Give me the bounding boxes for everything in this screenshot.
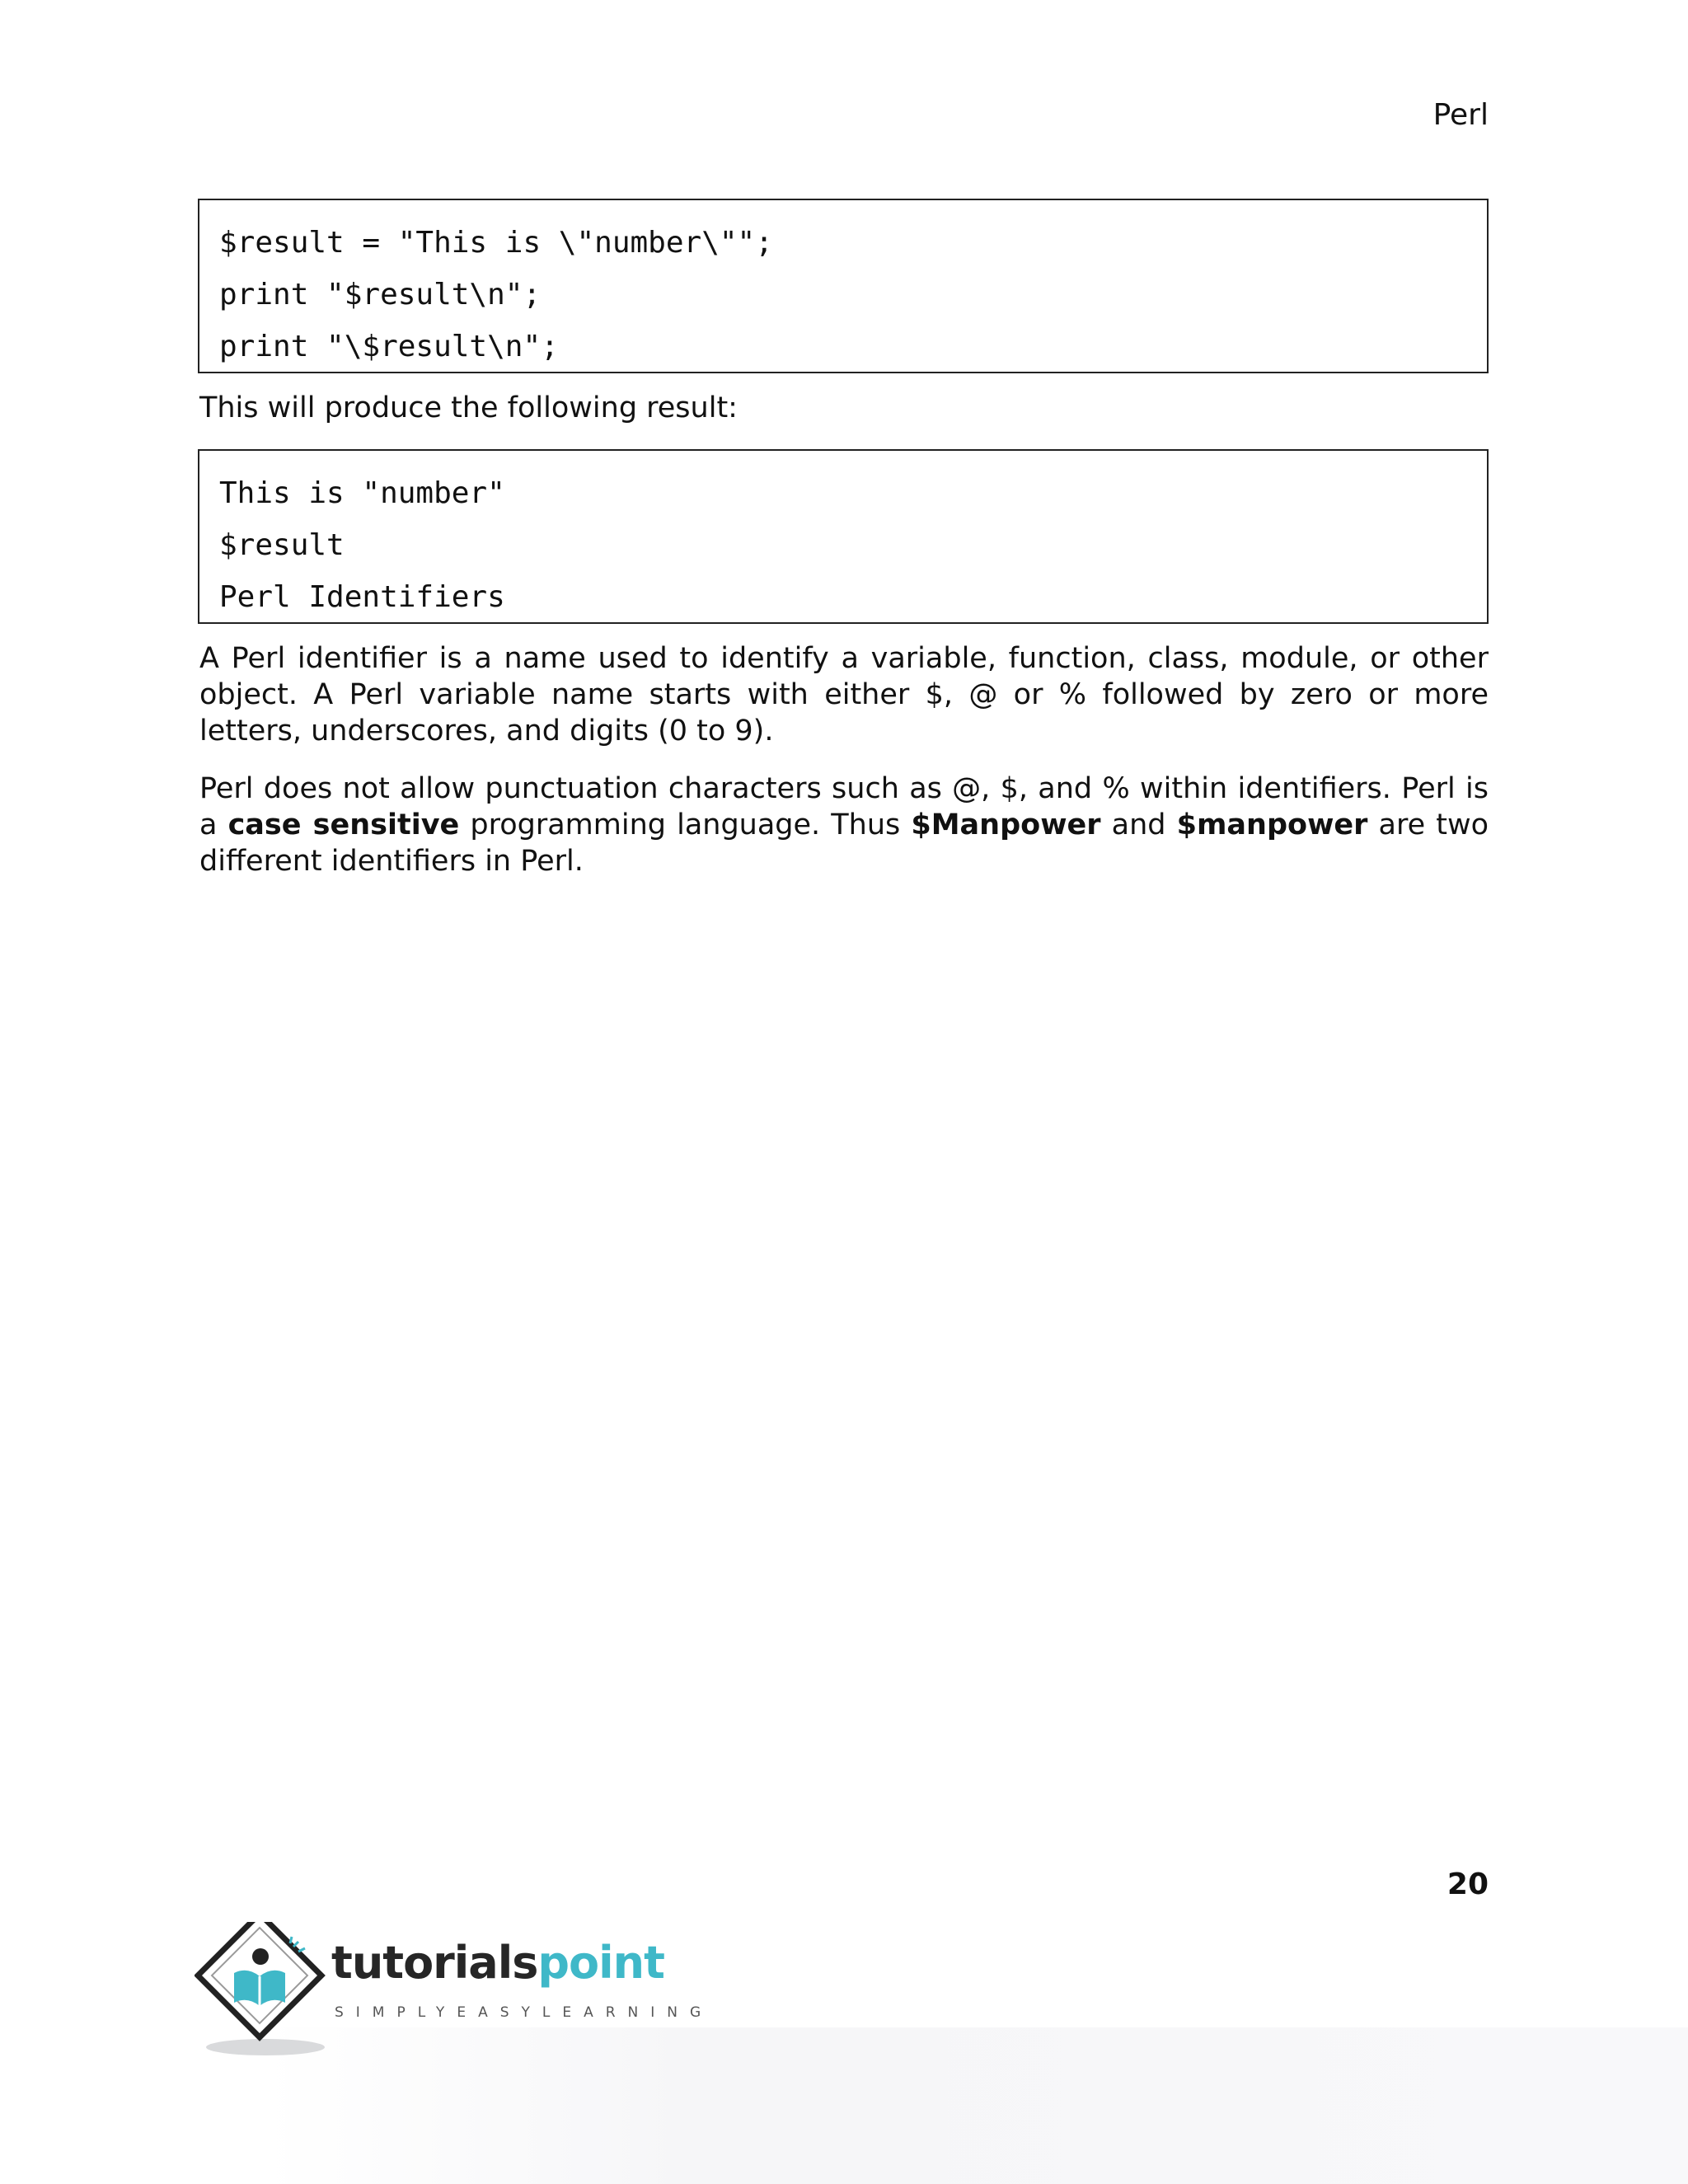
output-line: $result — [219, 528, 345, 562]
output-block — [198, 449, 1489, 624]
code-line: print "\$result\n"; — [219, 330, 559, 363]
text-run: and — [1100, 808, 1177, 841]
paragraph-case-sensitivity — [199, 771, 1489, 879]
output-line: Perl Identifiers — [219, 580, 505, 614]
tutorialspoint-logo — [195, 1922, 714, 2062]
text-run: programming language. Thus — [459, 808, 912, 841]
code-block — [198, 199, 1489, 373]
bold-term: $manpower — [1176, 808, 1368, 841]
text-run: Perl does not allow punctuation characters such as @, $, and % within identifiers. Perl is a — [199, 772, 1489, 841]
logo-word-accent: point — [537, 1937, 664, 1989]
bold-term: case sensitive — [227, 808, 460, 841]
logo-word-dark: tutorials — [331, 1937, 538, 1989]
logo-wordmark — [331, 1938, 664, 1988]
logo-tagline: SIMPLYEASYLEARNING — [335, 2004, 714, 2021]
output-line: This is "number" — [219, 476, 505, 510]
bold-term: $Manpower — [911, 808, 1101, 841]
logo-emblem-icon — [195, 1922, 335, 2062]
text-run: are two different identifiers in Perl. — [199, 808, 1489, 878]
code-line: print "$result\n"; — [219, 278, 542, 312]
result-intro: This will produce the following result: — [199, 391, 738, 424]
code-line: $result = "This is \"number\""; — [219, 226, 773, 260]
page-number: 20 — [1447, 1868, 1489, 1901]
running-header: Perl — [1432, 98, 1489, 132]
paragraph-identifiers: A Perl identifier is a name used to identify a variable, function, class, module, or other object. A Perl variable name starts with either $, @ or % followed by zero or more letters, underscores, and digits (0 to 9). — [199, 642, 1489, 748]
